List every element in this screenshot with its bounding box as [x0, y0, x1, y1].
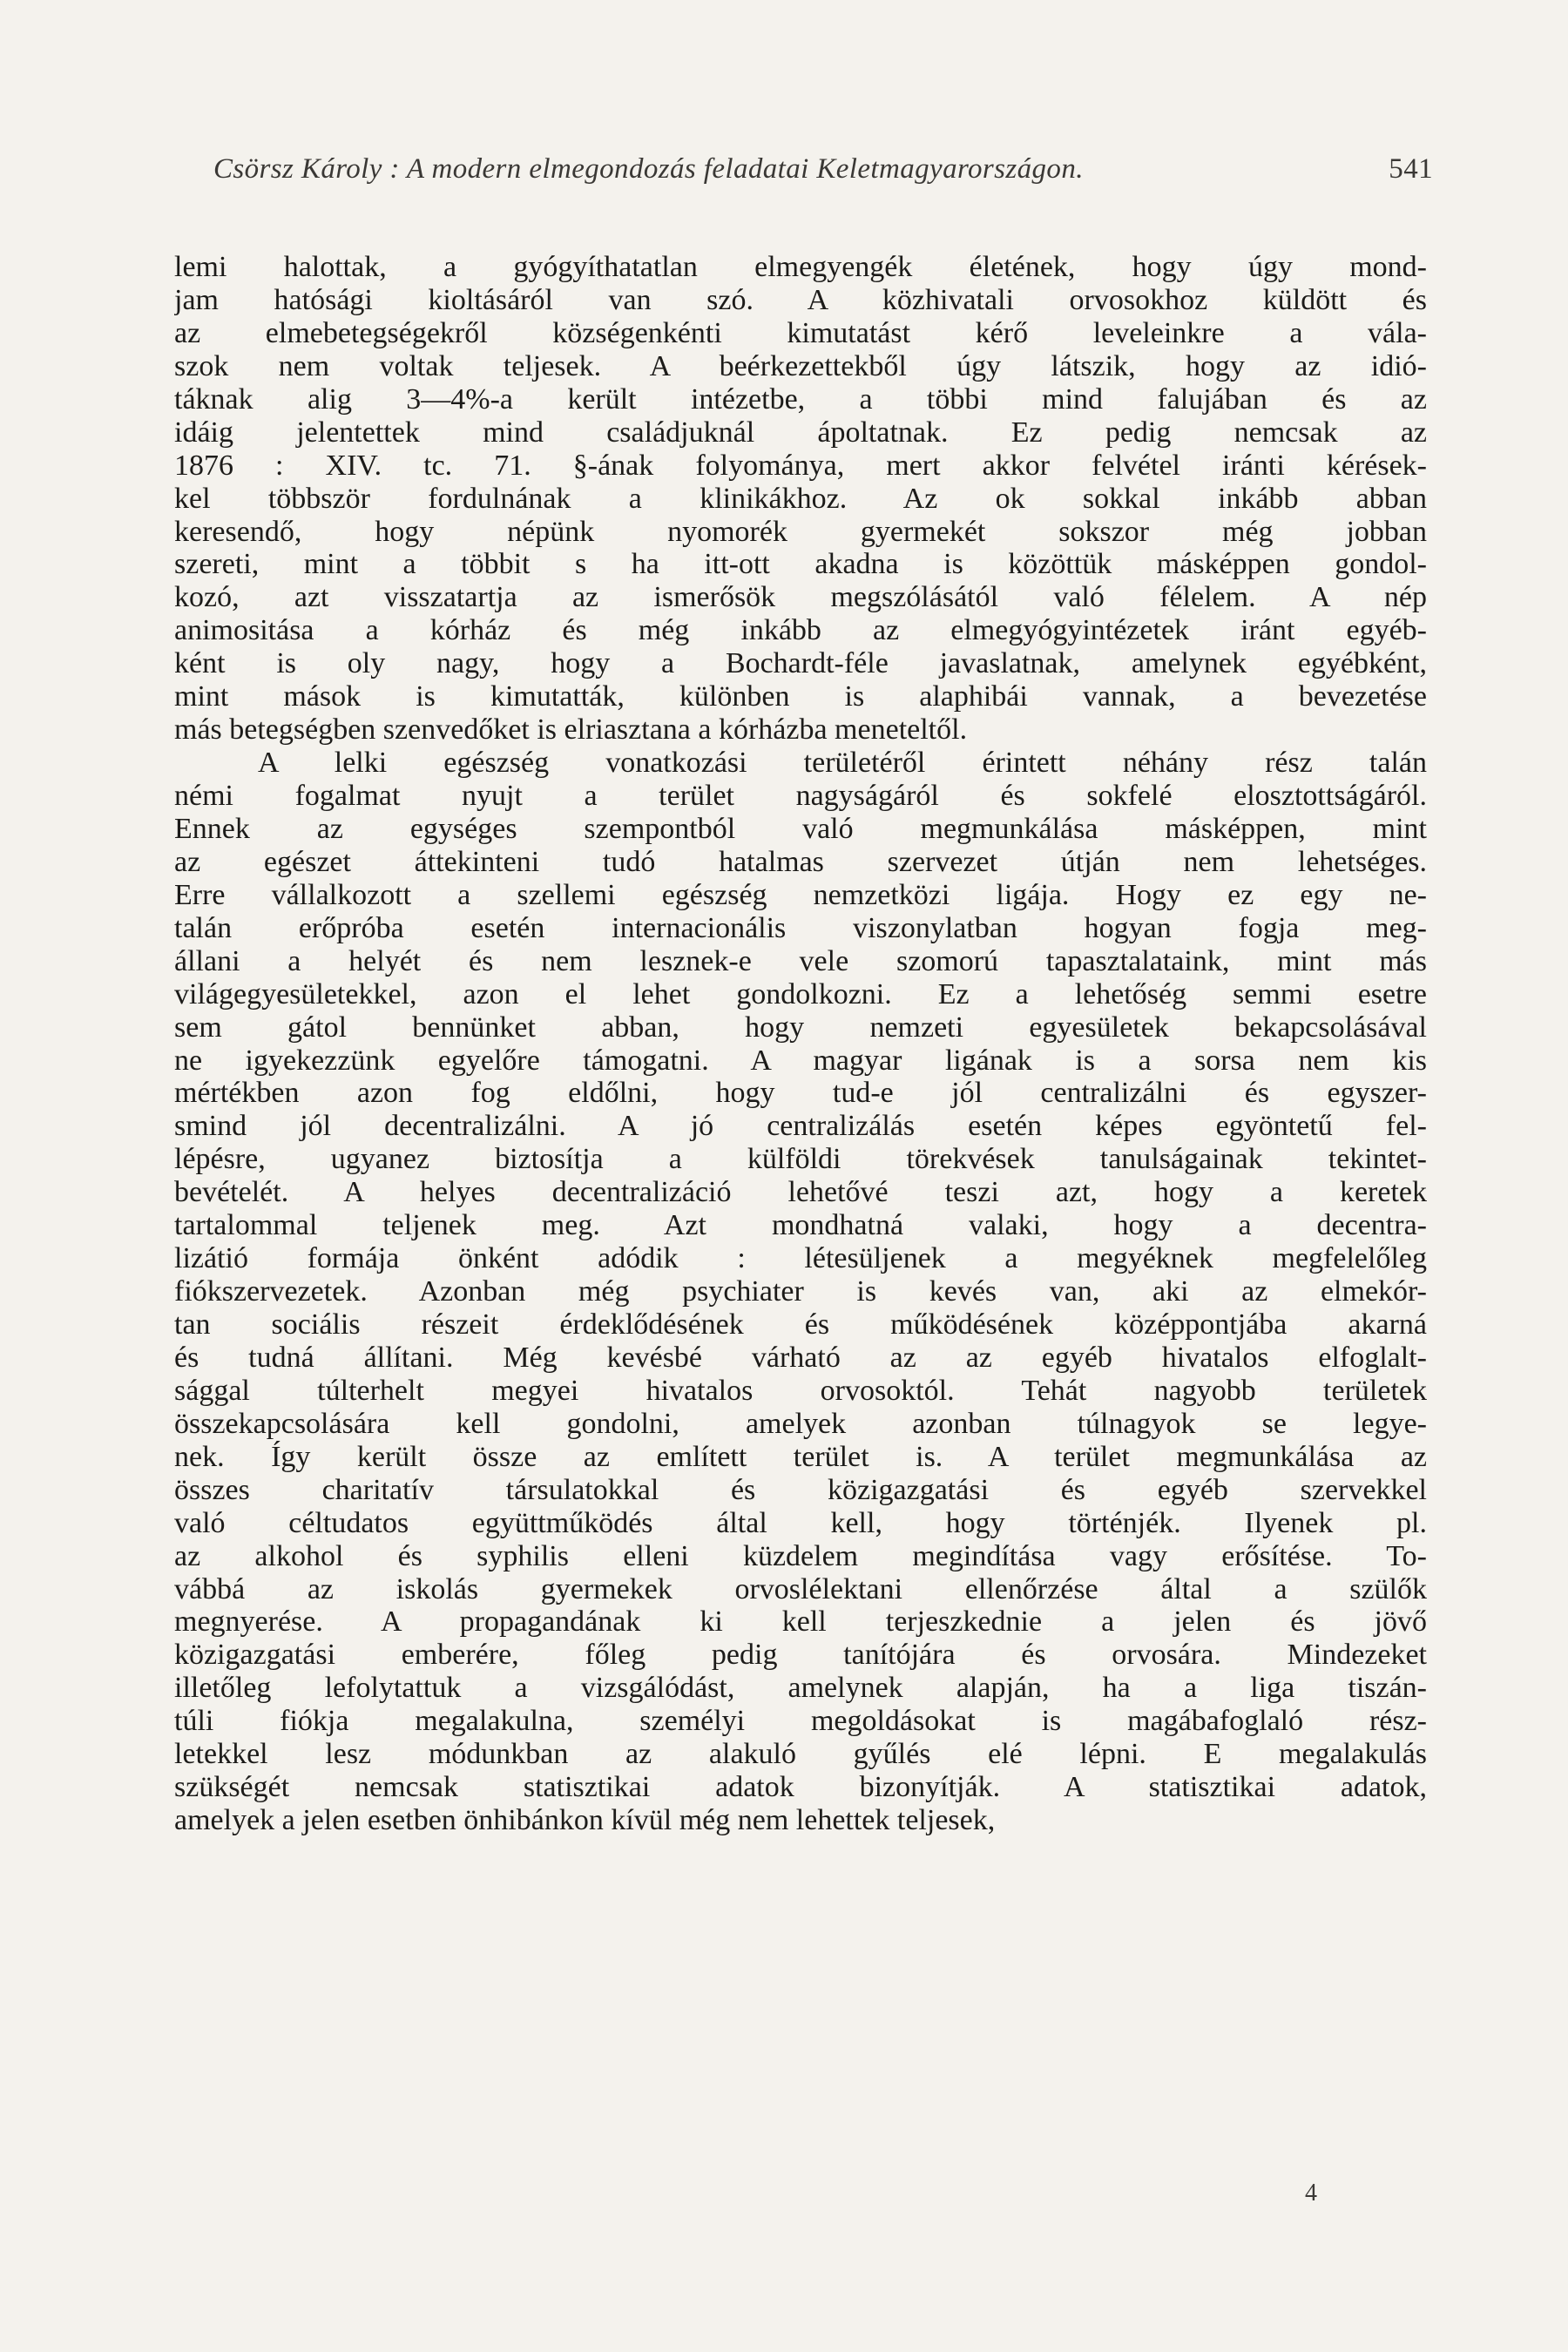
text-line: keresendő, hogy népünk nyomorék gyermekét sokszor még jobban [174, 515, 1427, 548]
text-line: az alkohol és syphilis elleni küzdelem megindítása vagy erősítése. To- [174, 1539, 1427, 1572]
text-line: nek. Így került össze az említett terület is. A terület megmunkálása az [174, 1440, 1427, 1473]
text-line: tartalommal teljenek meg. Azt mondhatná valaki, hogy a decentra- [174, 1209, 1427, 1242]
text-line: Ennek az egységes szempontból való megmunkálása másképpen, mint [174, 812, 1427, 845]
text-line: összekapcsolására kell gondolni, amelyek azonban túlnagyok se legye- [174, 1407, 1427, 1440]
text-line: túli fiókja megalakulna, személyi megoldásokat is magábafoglaló rész- [174, 1705, 1427, 1738]
text-line: lizátió formája önként adódik : létesüljenek a megyéknek megfelelőleg [174, 1242, 1427, 1275]
text-line: ne igyekezzünk egyelőre támogatni. A magyar ligának is a sorsa nem kis [174, 1044, 1427, 1077]
text-line: fiókszervezetek. Azonban még psychiater is kevés van, aki az elmekór- [174, 1275, 1427, 1308]
text-line: összes charitatív társulatokkal és közigazgatási és egyéb szervekkel [174, 1473, 1427, 1506]
text-line: sággal túlterhelt megyei hivatalos orvosoktól. Tehát nagyobb területek [174, 1374, 1427, 1407]
text-line: lemi halottak, a gyógyíthatatlan elmegyengék életének, hogy úgy mond- [174, 251, 1427, 283]
text-line: az egészet áttekinteni tudó hatalmas szervezet útján nem lehetséges. [174, 845, 1427, 878]
running-head-title: Csörsz Károly : A modern elmegondozás feladatai Keletmagyarországon. [213, 153, 1084, 185]
text-line: idáig jelentettek mind családjuknál ápoltatnak. Ez pedig nemcsak az [174, 416, 1427, 449]
text-line: animositása a kórház és még inkább az elmegyógyintézetek iránt egyéb- [174, 614, 1427, 647]
text-line: állani a helyét és nem lesznek-e vele szomorú tapasztalataink, mint más [174, 944, 1427, 977]
text-line: mint mások is kimutatták, különben is alaphibái vannak, a bevezetése [174, 680, 1427, 713]
page-number: 541 [1389, 153, 1433, 185]
text-line: ként is oly nagy, hogy a Bochardt-féle javaslatnak, amelynek egyébként, [174, 647, 1427, 680]
text-line: letekkel lesz módunkban az alakuló gyűlés elé lépni. E megalakulás [174, 1738, 1427, 1771]
text-line: bevételét. A helyes decentralizáció lehetővé teszi azt, hogy a keretek [174, 1176, 1427, 1209]
text-line: megnyerése. A propagandának ki kell terjeszkednie a jelen és jövő [174, 1605, 1427, 1639]
text-line: kel többször fordulnának a klinikákhoz. Az ok sokkal inkább abban [174, 482, 1427, 515]
text-line: táknak alig 3—4%-a került intézetbe, a többi mind falujában és az [174, 382, 1427, 416]
text-line: és tudná állítani. Még kevésbé várható az az egyéb hivatalos elfoglalt- [174, 1341, 1427, 1374]
text-line: lépésre, ugyanez biztosítja a külföldi törekvések tanulságainak tekintet- [174, 1143, 1427, 1176]
body-text [174, 251, 1427, 1837]
text-line: smind jól decentralizálni. A jó centralizálás esetén képes egyöntetű fel- [174, 1110, 1427, 1143]
text-line: más betegségben szenvedőket is elriasztana a kórházba meneteltől. [174, 713, 968, 747]
text-line: talán erőpróba esetén internacionális viszonylatban hogyan fogja meg- [174, 911, 1427, 944]
text-line: némi fogalmat nyujt a terület nagyságáról és sokfelé elosztottságáról. [174, 780, 1427, 812]
text-line: 1876 : XIV. tc. 71. §-ának folyománya, mert akkor felvétel iránti kérések- [174, 449, 1427, 482]
text-line: közigazgatási emberére, főleg pedig tanítójára és orvosára. Mindezeket [174, 1639, 1427, 1672]
text-line: illetőleg lefolytattuk a vizsgálódást, amelynek alapján, ha a liga tiszán- [174, 1672, 1427, 1705]
running-head [213, 153, 1433, 195]
text-line: szok nem voltak teljesek. A beérkezettekből úgy látszik, hogy az idió- [174, 349, 1427, 382]
text-line: szereti, mint a többit s ha itt-ott akadna is közöttük másképpen gondol- [174, 548, 1427, 581]
text-line: Erre vállalkozott a szellemi egészség nemzetközi ligája. Hogy ez egy ne- [174, 878, 1427, 911]
printer-signature-mark: 4 [1305, 2180, 1317, 2207]
text-line: A lelki egészség vonatkozási területéről érintett néhány rész talán [258, 747, 1427, 780]
text-line: szükségét nemcsak statisztikai adatok bizonyítják. A statisztikai adatok, [174, 1771, 1427, 1804]
text-line: sem gátol bennünket abban, hogy nemzeti egyesületek bekapcsolásával [174, 1010, 1427, 1044]
text-line: világegyesületekkel, azon el lehet gondolkozni. Ez a lehetőség semmi esetre [174, 977, 1427, 1010]
text-line: az elmebetegségekről községenkénti kimutatást kérő leveleinkre a vála- [174, 316, 1427, 349]
text-line: tan sociális részeit érdeklődésének és működésének középpontjába akarná [174, 1308, 1427, 1341]
text-line: vábbá az iskolás gyermekek orvoslélektani ellenőrzése által a szülők [174, 1572, 1427, 1605]
text-line: mértékben azon fog eldőlni, hogy tud-e jól centralizálni és egyszer- [174, 1077, 1427, 1110]
text-line: jam hatósági kioltásáról van szó. A közhivatali orvosokhoz küldött és [174, 283, 1427, 316]
text-line: való céltudatos együttműködés által kell, hogy történjék. Ilyenek pl. [174, 1506, 1427, 1539]
text-line: amelyek a jelen esetben önhibánkon kívül még nem lehettek teljesek, [174, 1804, 996, 1837]
text-line: kozó, azt visszatartja az ismerősök megszólásától való félelem. A nép [174, 581, 1427, 614]
